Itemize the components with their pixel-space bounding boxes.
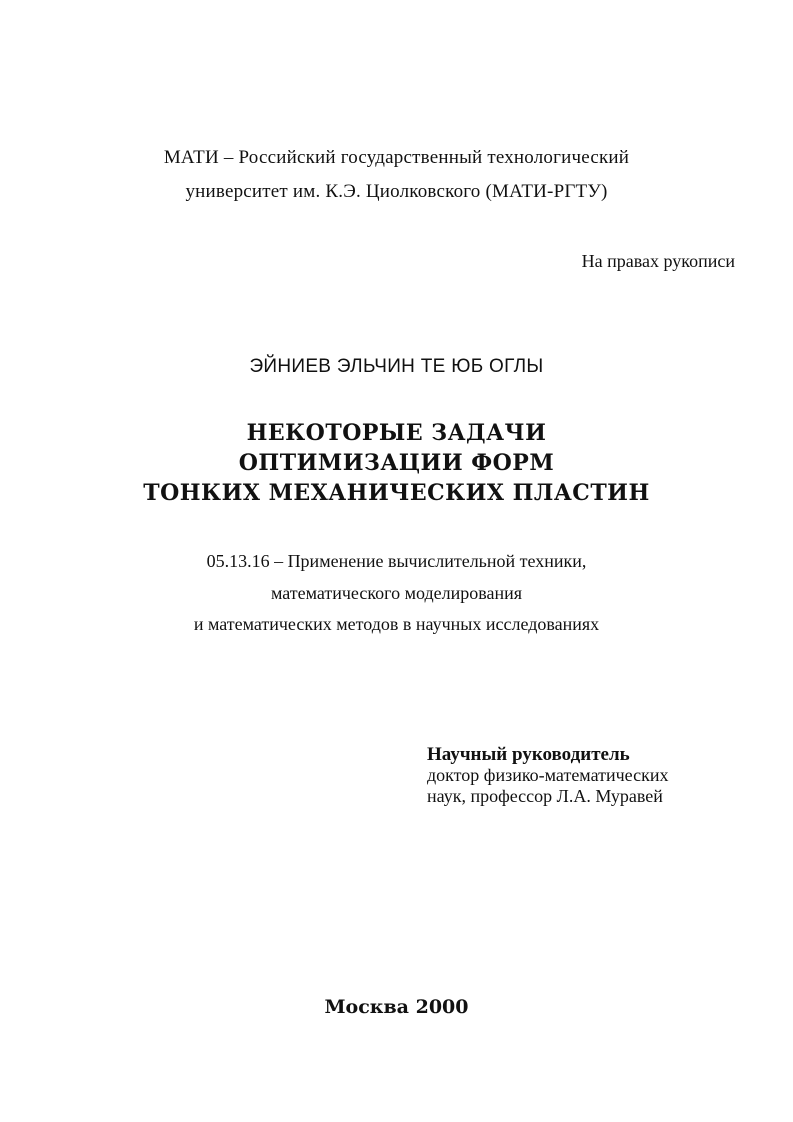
supervisor-line-1: доктор физико-математических	[427, 765, 669, 785]
supervisor-heading: Научный руководитель	[427, 744, 630, 765]
thesis-title-line-1: НЕКОТОРЫЕ ЗАДАЧИ	[246, 420, 547, 446]
specialty-line-2: математического моделирования	[270, 583, 523, 603]
supervisor-line-2: наук, профессор Л.А. Муравей	[427, 786, 663, 806]
author-name: ЭЙНИЕВ ЭЛЬЧИН ТЕ ЮБ ОГЛЫ	[249, 356, 544, 377]
rights-note: На правах рукописи	[581, 251, 735, 271]
city-year: Москва 2000	[324, 996, 469, 1018]
institution-line-2: университет им. К.Э. Циолковского (МАТИ-РГТУ)	[185, 181, 608, 202]
institution-line-1: МАТИ – Российский государственный технологический	[163, 147, 630, 168]
thesis-title-line-2: ОПТИМИЗАЦИИ ФОРМ	[238, 450, 555, 476]
thesis-title-line-3: ТОНКИХ МЕХАНИЧЕСКИХ ПЛАСТИН	[143, 480, 650, 506]
specialty-line-1: 05.13.16 – Применение вычислительной техники,	[206, 551, 587, 571]
specialty-line-3: и математических методов в научных исследованиях	[193, 614, 600, 634]
